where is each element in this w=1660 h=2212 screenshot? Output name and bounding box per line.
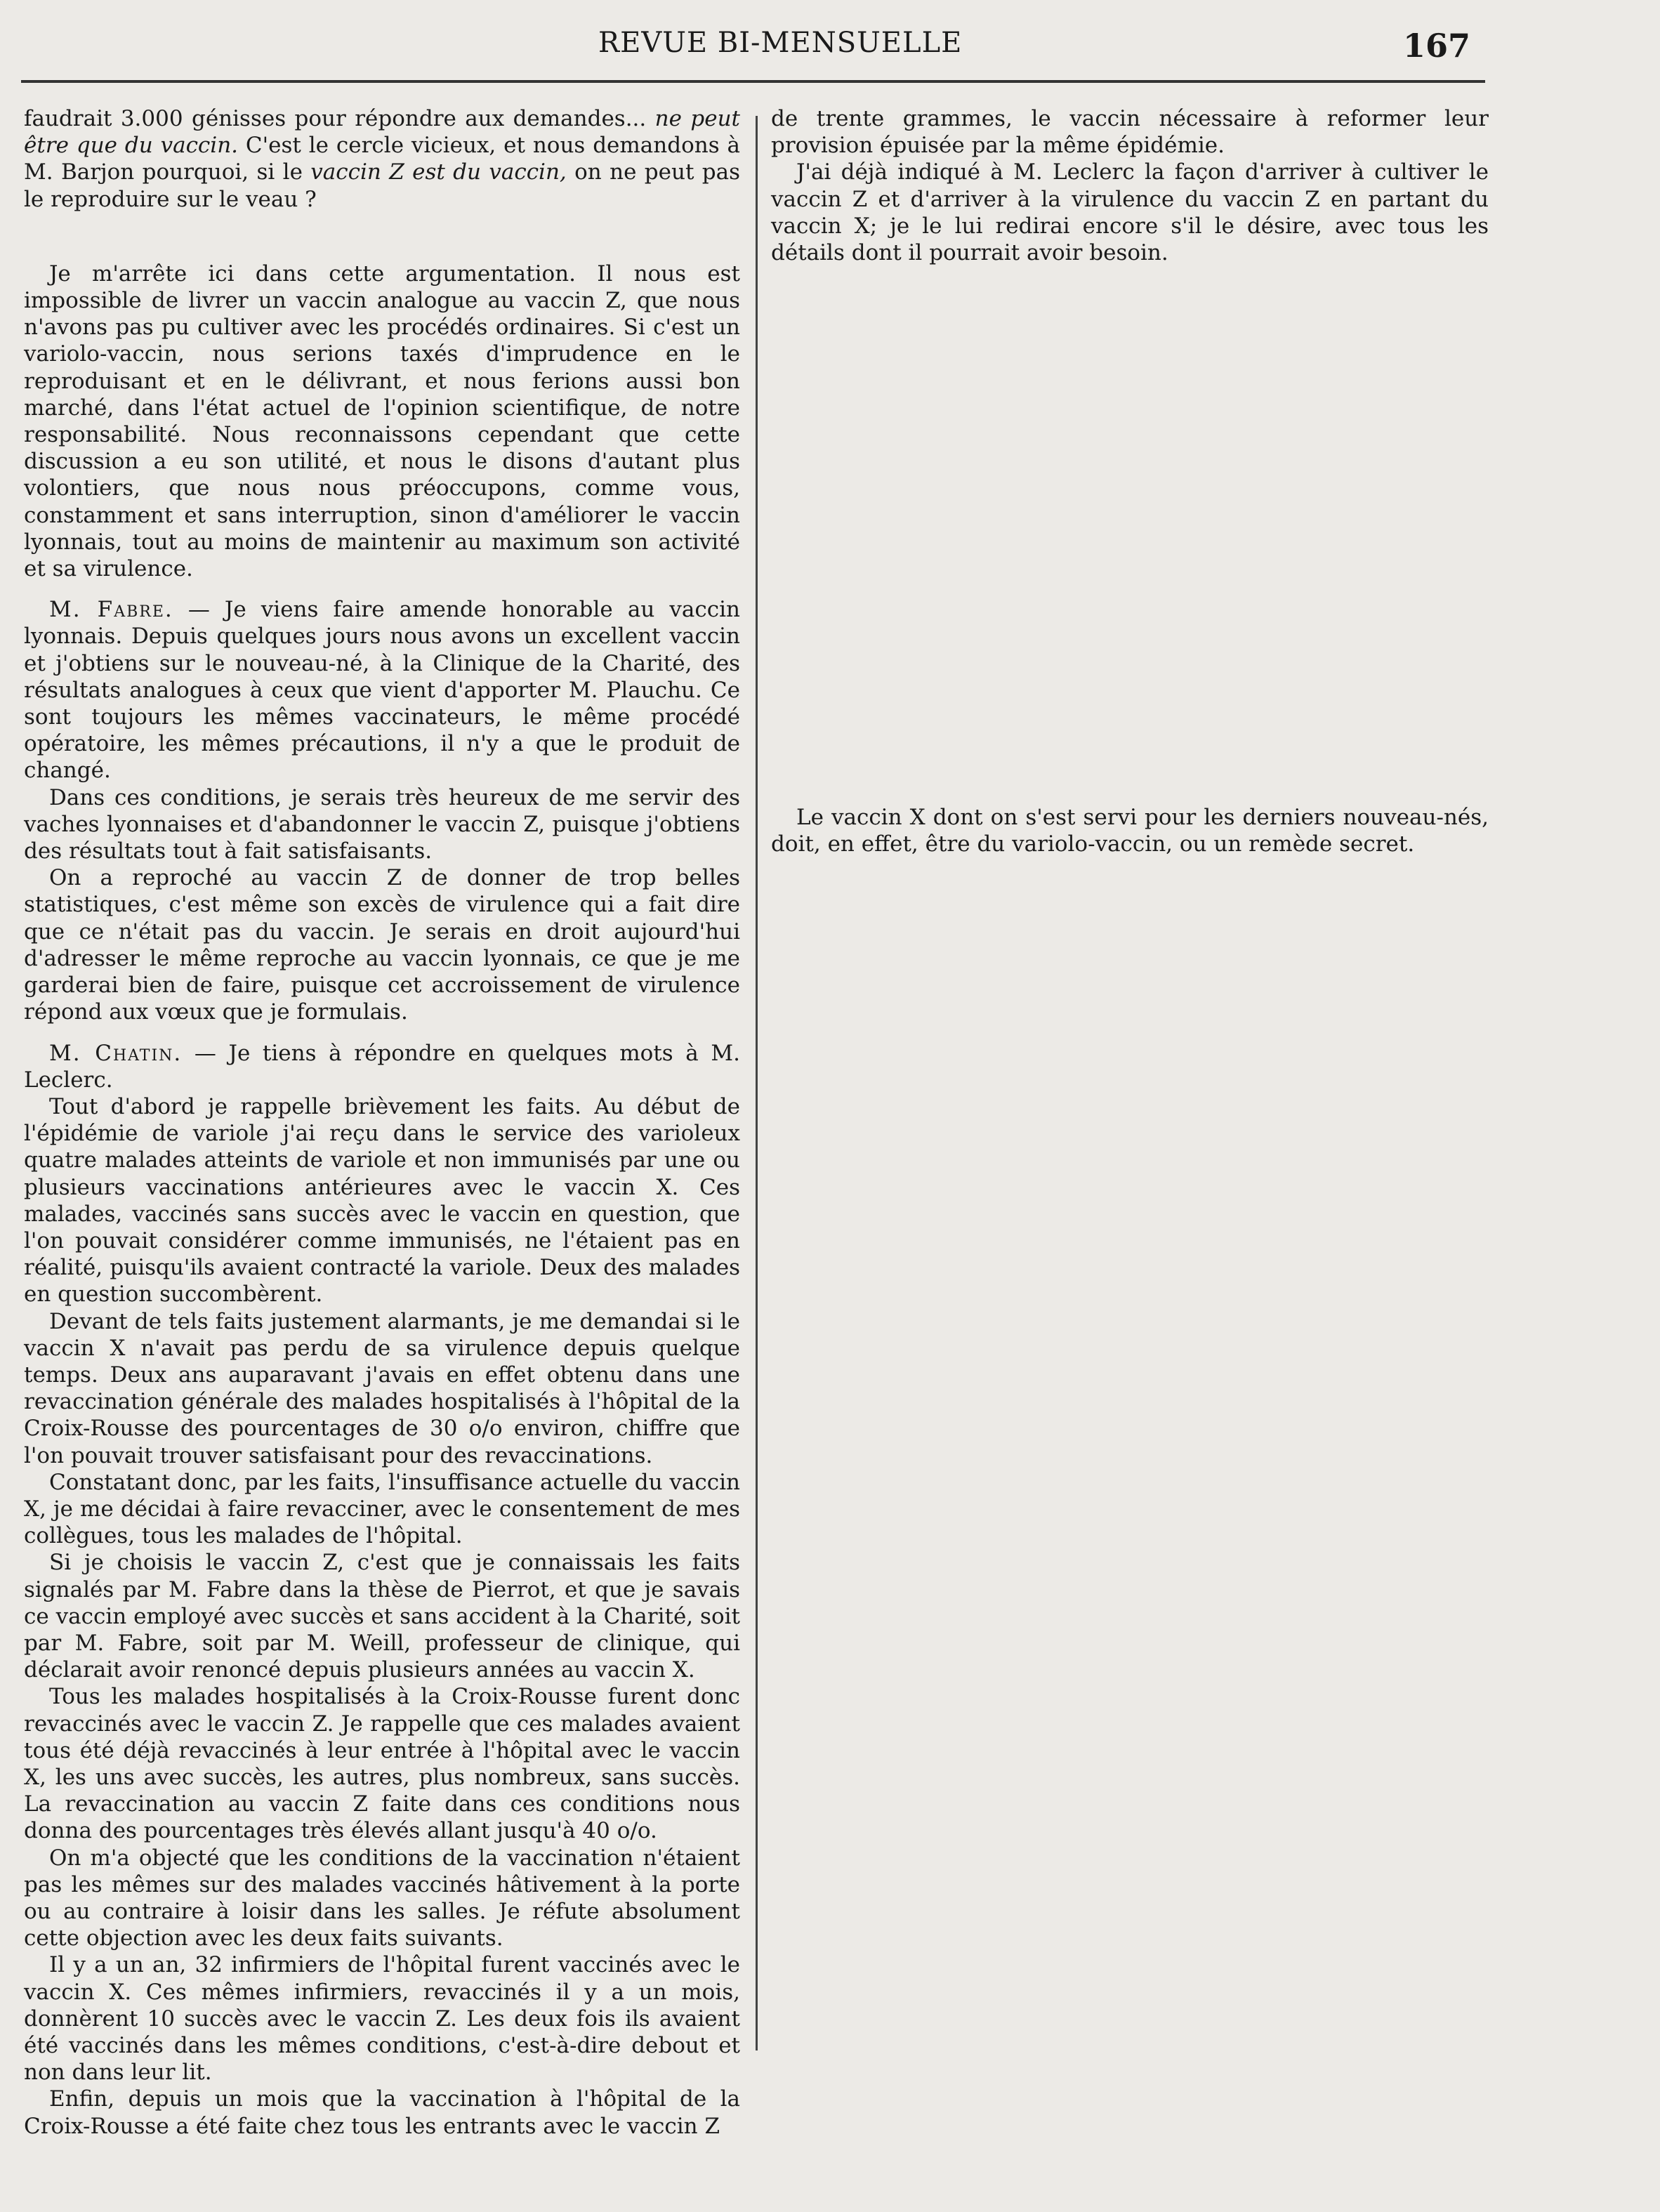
column-separator [756,116,758,2050]
speaker-name: M. Chatin. [49,1040,183,1066]
paragraph: Devant de tels faits justement alarmants, je me demandai si le vaccin X n'avait pas perdu de sa virulence depuis quelque temps. Deux ans auparavant j'avais en effet obtenu dans une revaccination générale des malades hospitalisés à l'hôpital de la Croix-Rousse des pourcentages de 30 o/o environ, chiffre que l'on pouvait trouver satisfaisant pour des revaccinations. [24,1308,740,1468]
paragraph: Il y a un an, 32 infirmiers de l'hôpital furent vaccinés avec le vaccin X. Ces mêmes infirmiers, revaccinés il y a un mois, donnèrent 10 succès avec le vaccin Z. Les deux fois ils avaient été vaccinés dans les mêmes conditions, c'est-à-dire debout et non dans leur lit. [24,1952,740,2086]
header-rule [21,80,1485,83]
left-column [24,105,740,2140]
paragraph: Tous les malades hospitalisés à la Croix-Rousse furent donc revaccinés avec le vaccin Z. Je rappelle que ces malades avaient tous été déjà revaccinés à leur entrée à l'hôpital avec le vaccin X, les uns avec succès, les autres, plus nombreux, sans succès. La revaccination au vaccin Z faite dans ces conditions nous donna des pourcentages très élevés allant jusqu'à 40 o/o. [24,1684,740,1844]
paragraph: Constatant donc, par les faits, l'insuffisance actuelle du vaccin X, je me décidai à faire revacciner, avec le consentement de mes collègues, tous les malades de l'hôpital. [24,1469,740,1549]
paragraph: J'ai déjà indiqué à M. Leclerc la façon d'arriver à cultiver le vaccin Z et d'arriver à la virulence du vaccin Z en partant du vaccin X; je le lui redirai encore s'il le désire, avec tous les détails dont il pourrait avoir besoin. [771,159,1489,266]
running-title: REVUE BI-MENSUELLE [598,27,963,59]
paragraph: Tout d'abord je rappelle brièvement les faits. Au début de l'épidémie de variole j'ai reçu dans le service des varioleux quatre malades atteints de variole et non immunisés par une ou plusieurs vaccinations antérieures avec le vaccin X. Ces malades, vaccinés sans succès avec le vaccin en question, que l'on pouvait considérer comme immunisés, ne l'étaient pas en réalité, puisqu'ils avaient contracté la variole. Deux des malades en question succombèrent. [24,1093,740,1308]
paragraph: M. Chatin. — Je tiens à répondre en quelques mots à M. Leclerc. [24,1040,740,1093]
paragraph: On a reproché au vaccin Z de donner de trop belles statistiques, c'est même son excès de virulence qui a fait dire que ce n'était pas du vaccin. Je serais en droit aujourd'hui d'adresser le même reproche au vaccin lyonnais, ce que je me garderai bien de faire, puisque cet accroissement de virulence répond aux vœux que je formulais. [24,865,740,1025]
page-header [21,27,1471,69]
paragraph: M. Fabre. — Je viens faire amende honorable au vaccin lyonnais. Depuis quelques jours nous avons un excellent vaccin et j'obtiens sur le nouveau-né, à la Clinique de la Charité, des résultats analogues à ceux que vient d'apporter M. Plauchu. Ce sont toujours les mêmes vaccinateurs, le même procédé opératoire, les mêmes précautions, il n'y a que le produit de changé. [24,597,740,784]
paragraph: On m'a objecté que les conditions de la vaccination n'étaient pas les mêmes sur des malades vaccinés hâtivement à la porte ou au contraire à loisir dans les salles. Je réfute absolument cette objection avec les deux faits suivants. [24,1845,740,1951]
closing-remark [771,804,1489,857]
right-column [771,105,1489,266]
paragraph: de trente grammes, le vaccin nécessaire à reformer leur provision épuisée par la même épidémie. [771,106,1489,159]
paragraph: Dans ces conditions, je serais très heureux de me servir des vaches lyonnaises et d'abandonner le vaccin Z, puisque j'obtiens des résultats tout à fait satisfaisants. [24,784,740,864]
page-number: 167 [1403,27,1471,65]
paragraph: faudrait 3.000 génisses pour répondre aux demandes... ne peut être que du vaccin. C'est le cercle vicieux, et nous demandons à M. Barjon pourquoi, si le vaccin Z est du vaccin, on ne peut pas le reproduire sur le veau ? [24,106,740,212]
speaker-name: M. Fabre. [49,597,173,623]
paragraph: Je m'arrête ici dans cette argumentation. Il nous est impossible de livrer un vaccin analogue au vaccin Z, que nous n'avons pas pu cultiver avec les procédés ordinaires. Si c'est un variolo-vaccin, nous serions taxés d'imprudence en le reproduisant et en le délivrant, et nous ferions aussi bon marché, dans l'état actuel de l'opinion scientifique, de notre responsabilité. Nous reconnaissons cependant que cette discussion a eu son utilité, et nous le disons d'autant plus volontiers, que nous nous préoccupons, comme vous, constamment et sans interruption, sinon d'améliorer le vaccin lyonnais, tout au moins de maintenir au maximum son activité et sa virulence. [24,261,740,582]
paragraph: Le vaccin X dont on s'est servi pour les derniers nouveau-nés, doit, en effet, être du variolo-vaccin, ou un remède secret. [771,805,1489,857]
paragraph: Si je choisis le vaccin Z, c'est que je connaissais les faits signalés par M. Fabre dans la thèse de Pierrot, et que je savais ce vaccin employé avec succès et sans accident à la Charité, soit par M. Fabre, soit par M. Weill, professeur de clinique, qui déclarait avoir renoncé depuis plusieurs années au vaccin X. [24,1550,740,1683]
paragraph: Enfin, depuis un mois que la vaccination à l'hôpital de la Croix-Rousse a été faite chez tous les entrants avec le vaccin Z [24,2086,740,2139]
